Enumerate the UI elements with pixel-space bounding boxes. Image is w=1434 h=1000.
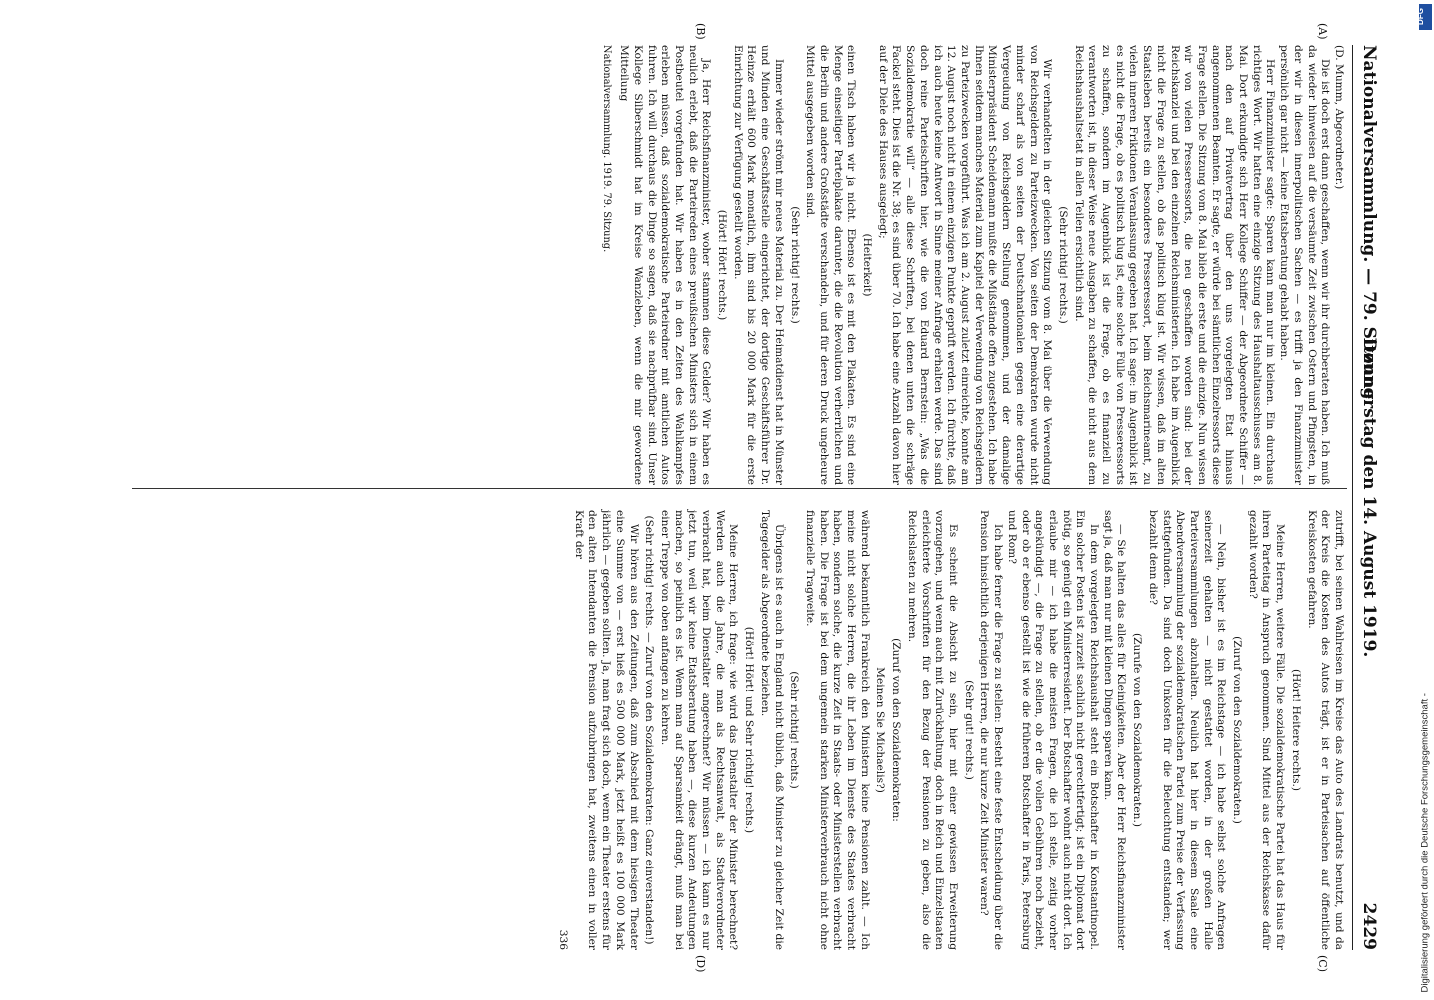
page-header [1352, 45, 1383, 950]
dfg-logo-text: DFG [1415, 8, 1425, 25]
paragraph: einen Tisch haben wir ja nicht. Ebenso ist es mit den Plakaten. Es sind eine Menge einseitiger Parteiplakate darunter, die die Revolution verherrlichen und die Berlin und andere Großstädte verschandeln, und für deren Druck ungeheure Mittel ausgegeben worden sind. [804, 45, 858, 485]
interjection: (Zuruf von den Sozialdemokraten: [890, 638, 903, 822]
paragraph: zutrifft, bei seinen Wahlreisen im Kreise das Auto des Landrats benutzt, und da der Kreis die Kosten des Autos trägt, ist er in Parteisachen auf öffentliche Kreiskosten gefahren. [1305, 510, 1345, 950]
digitization-credit-text: Digitalisierung gefördert durch die Deutsche Forschungsgemeinschaft - [1419, 693, 1431, 993]
margin-mark-a: (A) [1316, 23, 1329, 40]
header-center: Donnerstag den 14. August 1919. [1359, 337, 1379, 658]
paragraph: Übrigens ist es auch in England nicht üblich, daß Minister zu gleicher Zeit die Tagegelder als Abgeordnete beziehen. [758, 510, 785, 950]
interjection: (Sehr gut! rechts.) [962, 680, 975, 780]
right-column [553, 510, 1345, 950]
paragraph: Die ist doch erst dann geschaffen, wenn wir ihr durchberaten haben. Ich muß da wieder hinweisen auf die versäumte Zeit zwischen Ostern und Pfingsten, in der wir in diesen innerpolitischen Sachen — es trifft ja den Finanzminister persönlich gar nicht — keine Etatsberatung gehabt haben. [1278, 45, 1332, 485]
paragraph: Es scheint die Absicht zu sein, hier mit einer gewissen Erweiterung vorzugehen, und wenn auch mit Zurückhaltung, doch in Reich und Einzelstaaten erleichterte Vorschriften für den Bezug der Pensionen zu geben, also die Reichslasten zu mehren. [905, 510, 960, 950]
interjection: (Sehr richtig! rechts.) [788, 206, 801, 324]
page-number-bottom: 336 [557, 929, 570, 950]
header-left: Nationalversammlung. — 79. Sitzung. [1359, 45, 1379, 406]
paragraph: Herr Finanzminister sagte: Sparen kann man nur im kleinen. Ein durchaus richtiges Wort. Wir hatten eine einzige Sitzung des Haushaltausschusses am 8. Mai. Dort erkundigte sich Herr Kollege Schiffer — der Abgeordnete Schiffer — nach den auf Privatvertrag über den uns vorgelegten Etat hinaus angenommenen Beamten. Er sagte, er würde bei sämtlichen Einzelressorts diese Frage stellen. Die Sitzung vom 8. Mai blieb die erste und die einzige. Nun wissen wir von vielen Presseressorts, die neu geschaffen worden sind: bei der Reichskanzlei und bei den einzelnen Reichsministerien. Ich habe im Augenblick nicht die Frage zu stellen, ob das politisch klug ist. Wir wissen, daß im alten Staatsleben bereits ein besonderes Presseressort, beim Reichsmarineamt, zu vielen inneren Friktionen Veranlassung gegeben hat. Ich sage: im Augenblick ist es nicht die Frage, ob es politisch klug ist, eine solche Fülle von Presseressorts zu schaffen, sondern im Augenblick ist die Frage, ob es finanziell zu verantworten ist, in dieser Weise neue Ausgaben zu schaffen, die nicht aus dem Reichshaushaltsetat in allen Teilen ersichtlich sind. [1072, 45, 1277, 485]
digitization-credit [1415, 6, 1432, 994]
interjection: (Hört! Hört! rechts.) [716, 209, 729, 321]
interjection: (Sehr richtig! rechts. — Zuruf von den Sozialdemokraten: Ganz einverstanden!) [643, 515, 656, 945]
interjection: (Sehr richtig! rechts.) [1056, 206, 1069, 324]
paragraph: In dem vorgelegten Reichshaushalt steht ein Botschafter in Konstantinopel. Ein solcher Posten ist zurzeit sachlich nicht gerechtfertigt; ist ein Diplomat dort nötig, so genügt ein Ministerresident. Der Botschafter wohnt auch nicht dort. Ich erlaube mir — ich habe die meisten Fragen, die ich stelle, zeitig vorher angekündigt —, die Frage zu stellen, ob er die vollen Gebühren noch bezieht, oder ob er ebenso gestellt ist wie die früheren Botschafter in Paris, Petersburg und Rom? [1005, 510, 1101, 950]
paragraph: Meine Herren, weitere Fälle. Die sozialdemokratische Partei hat das Haus für ihren Parteitag in Anspruch genommen. Sind Mittel aus der Reichskasse dafür gezahlt worden? [1246, 510, 1287, 950]
paragraph: Ja, Herr Reichsfinanzminister, woher stammen diese Gelder? Wir haben es neulich erlebt, daß die Parteireden eines preußischen Ministers sich in einem Postbeutel vorgefunden hat. Wir haben es in den Zeiten des Wahlkampfes erleben müssen, daß sozialdemokratische Parteiredner mit amtlichen Autos fuhren. Ich will durchaus die Dinge so sagen, daß sie nachprüfbar sind. Unser Kollege Silberschmidt hat im Kreise Wanzleben, wenn die mir gewordene Mitteilung [618, 45, 713, 485]
interjection: (Hört! Heitere rechts.) [1289, 668, 1302, 792]
paragraph: Immer wieder strömt mir neues Material zu. Der Heimatdienst hat in Münster und Minden eine Geschäftsstelle eingerichtet, der dortige Geschäftsführer Dr. Heinze erhält 600 Mark monatlich, ihm sind bis 20 000 Mark für die erste Einrichtung zur Verfügung gestellt worden. [731, 45, 785, 485]
header-page-number: 2429 [1359, 902, 1379, 950]
interjection: (Zuruf von den Sozialdemokraten.) [1231, 636, 1244, 824]
margin-mark-b: (B) [694, 23, 707, 40]
paragraph: Ich habe ferner die Frage zu stellen: Besteht eine feste Entscheidung über die Pension hinsichtlich derjenigen Herren, die nur kurze Zeit Minister waren? [978, 510, 1005, 950]
margin-mark-c: (C) [1316, 955, 1329, 972]
footer-note: Nationalversammlung. 1919. 79. Sitzung. [601, 45, 613, 253]
left-column [600, 45, 1345, 485]
interjection: (Sehr richtig! rechts.) [788, 671, 801, 789]
speaker-line: (D. Mumm, Abgeordneter.) [1333, 45, 1345, 190]
paragraph: Wir verhandelten in der gleichen Sitzung vom 8. Mai über die Verwendung von Reichsgeldern zu Parteizwecken. Von seiten der Demokraten wurde nicht minder scharf als von seiten der Deutschnationalen gegen eine derartige Vergeudung von Reichsgeldern Stellung genommen, und der damalige Ministerpräsident Scheidemann mußte die Mißstände offen zugestehen. Ich habe Ihnen seitdem manches Material zum Kapitel der Verwendung von Reichsgeldern zu Parteizwecken vorgeführt. Was ich am 2. August zuletzt einreichte, konnte am 12. August noch nicht in einem einzigen Punkte geprüft werden. Ich fürchte, daß ich auch heute keine Antwort in Sinne meiner Anfrage erhalten werde. Das sind doch reine Parteischriften hier, wie die von Eduard Bernstein: „Was die Sozialdemokratie will“ — alle diese Schriften, bei denen unten die schräge Fackel steht. Dies ist die Nr. 38; es sind über 70. Ich habe eine Anzahl davon hier auf der Diele des Hauses ausgelegt; [876, 45, 1054, 485]
rotated-page-content [47, 15, 1387, 985]
interjection: Meinen Sie Michaelis?) [874, 667, 887, 793]
interjection: (Zurufe von den Sozialdemokraten.) [1131, 633, 1144, 827]
column-divider [132, 488, 1347, 489]
paragraph: — Sie halten das alles für Kleinigkeiten. Aber der Herr Reichsfinanzminister sagt ja, daß man nur mit kleinen Dingen sparen kann. [1101, 510, 1128, 950]
interjection: (Heiterkeit) [861, 233, 874, 297]
paragraph: Meine Herren, ich frage: wie wird das Dienstalter der Minister berechnet? Werden auch die Jahre, die man als Rechtsanwalt, als Stadtverordneter verbracht hat, beim Dienstalter angerechnet? Wir müssen — ich kann es nur jetzt tun, weil wir keine Etatsberatung haben —, diese kurzen Andeutungen machen, so peinlich es ist. Wenn man auf Sparsamkeit drängt, muß man bei einer Treppe von oben anfangen zu kehren. [658, 510, 740, 950]
interjection: (Hört! Hört! und Sehr richtig! rechts.) [743, 626, 756, 834]
paragraph: während bekanntlich Frankreich den Ministern keine Pensionen zahlt. — Ich meine nicht solche Herren, die ihr Leben im Dienste des Staates verbracht haben, sondern solche, die kurze Zeit in Staats- oder Ministerstellen verbracht haben. Die Frage ist bei dem ungemein starken Ministerverbrauch nicht ohne finanzielle Tragweite. [803, 510, 871, 950]
paragraph: — Nein, bisher ist es im Reichstage — ich habe selbst solche Anfragen seinerzeit gehalten — nicht gestattet worden, in der großen Halle Parteiversammlungen abzuhalten. Neulich hat hier in diesem Saale eine Abendversammlung der sozialdemokratischen Partei zum Preise der Verfassung stattgefunden. Da sind doch Unkosten für die Beleuchtung entstanden; wer bezahlt denn die? [1146, 510, 1228, 950]
paragraph: Wir hören aus den Zeitungen, daß zum Abschied mit dem hiesigen Theater eine Summe von — erst hieß es 500 000 Mark, jetzt heißt es 100 000 Mark jährlich — gegeben sollten. Ja, man fragt sich doch, wenn ein Theater erstens für den alten Intendanten die Pension aufzubringen hat, zweitens einen in voller Kraft der [572, 510, 640, 950]
margin-mark-d: (D) [694, 955, 707, 973]
